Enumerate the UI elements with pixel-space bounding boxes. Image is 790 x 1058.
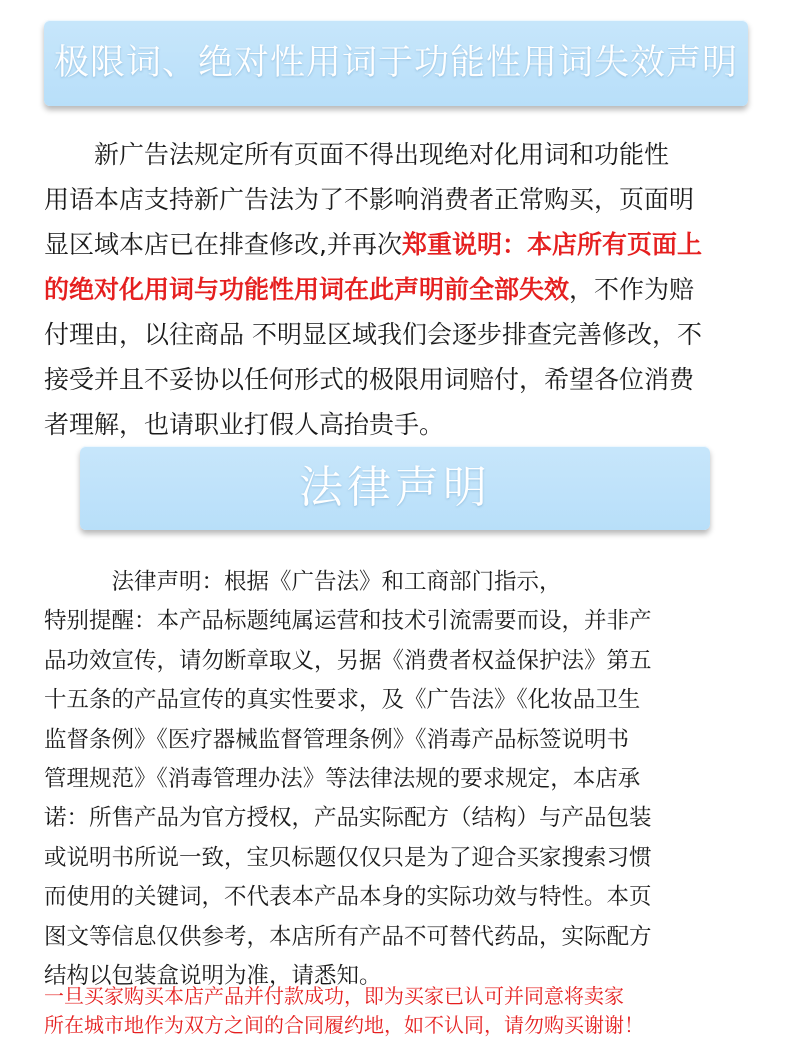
emphasis-text: 的绝对化用词与功能性用词在此声明前全部失效 [44,275,570,304]
statement-line-with-emphasis [44,267,752,312]
statement-line: 接受并且不妥协以任何形式的极限用词赔付，希望各位消费 [44,365,695,394]
legal-line: 品功效宣传，请勿断章取义，另据《消费者权益保护法》第五 [44,647,652,674]
advertising-law-statement [44,132,752,447]
legal-line: 十五条的产品宣传的真实性要求，及《广告法》《化妆品卫生 [44,687,641,714]
legal-line: 管理规范》《消毒管理办法》等法律法规的要求规定，本店承 [44,766,641,793]
emphasis-text: 郑重说明：本店所有页面上 [401,230,702,259]
legal-line: 诺：所售产品为官方授权，产品实际配方（结构）与产品包装 [44,805,652,832]
legal-line: 或说明书所说一致，宝贝标题仅仅只是为了迎合买家搜索习惯 [44,844,652,871]
legal-line: 特别提醒：本产品标题纯属运营和技术引流需要而设，并非产 [44,608,652,635]
notice-line: 一旦买家购买本店产品并付款成功，即为买家已认可并同意将卖家 [44,984,624,1008]
legal-line: 监督条例》《医疗器械监督管理条例》《消毒产品标签说明书 [44,726,630,753]
invalid-words-title: 极限词、绝对性用词于功能性用词失效声明 [53,43,738,83]
invalid-words-banner [44,20,748,106]
statement-line-with-emphasis [44,222,752,267]
statement-line: 新广告法规定所有页面不得出现绝对化用词和功能性 [44,140,670,169]
legal-line: 结构以包装盒说明为准，请悉知。 [44,963,382,990]
notice-line: 所在城市地作为双方之间的合同履约地，如不认同，请勿购买谢谢！ [44,1013,644,1037]
legal-statement-title: 法律声明 [299,462,491,513]
legal-line: 而使用的关键词，不代表本产品本身的实际功效与特性。本页 [44,884,652,911]
legal-line: 图文等信息仅供参考，本店所有产品不可替代药品，实际配方 [44,923,652,950]
legal-line: 法律声明：根据《广告法》和工商部门指示， [44,569,562,595]
purchase-agreement-notice [44,982,756,1040]
statement-text: ，不作为赔 [569,275,695,304]
statement-line: 者理解，也请职业打假人高抬贵手。 [44,410,445,439]
statement-line: 付理由，以往商品 不明显区域我们会逐步排查完善修改，不 [44,320,702,349]
statement-text: 显区域本店已在排查修改,并再次 [44,230,402,259]
legal-statement-banner [80,446,710,530]
statement-line: 用语本店支持新广告法为了不影响消费者正常购买，页面明 [44,185,695,214]
legal-statement-body [44,563,752,996]
